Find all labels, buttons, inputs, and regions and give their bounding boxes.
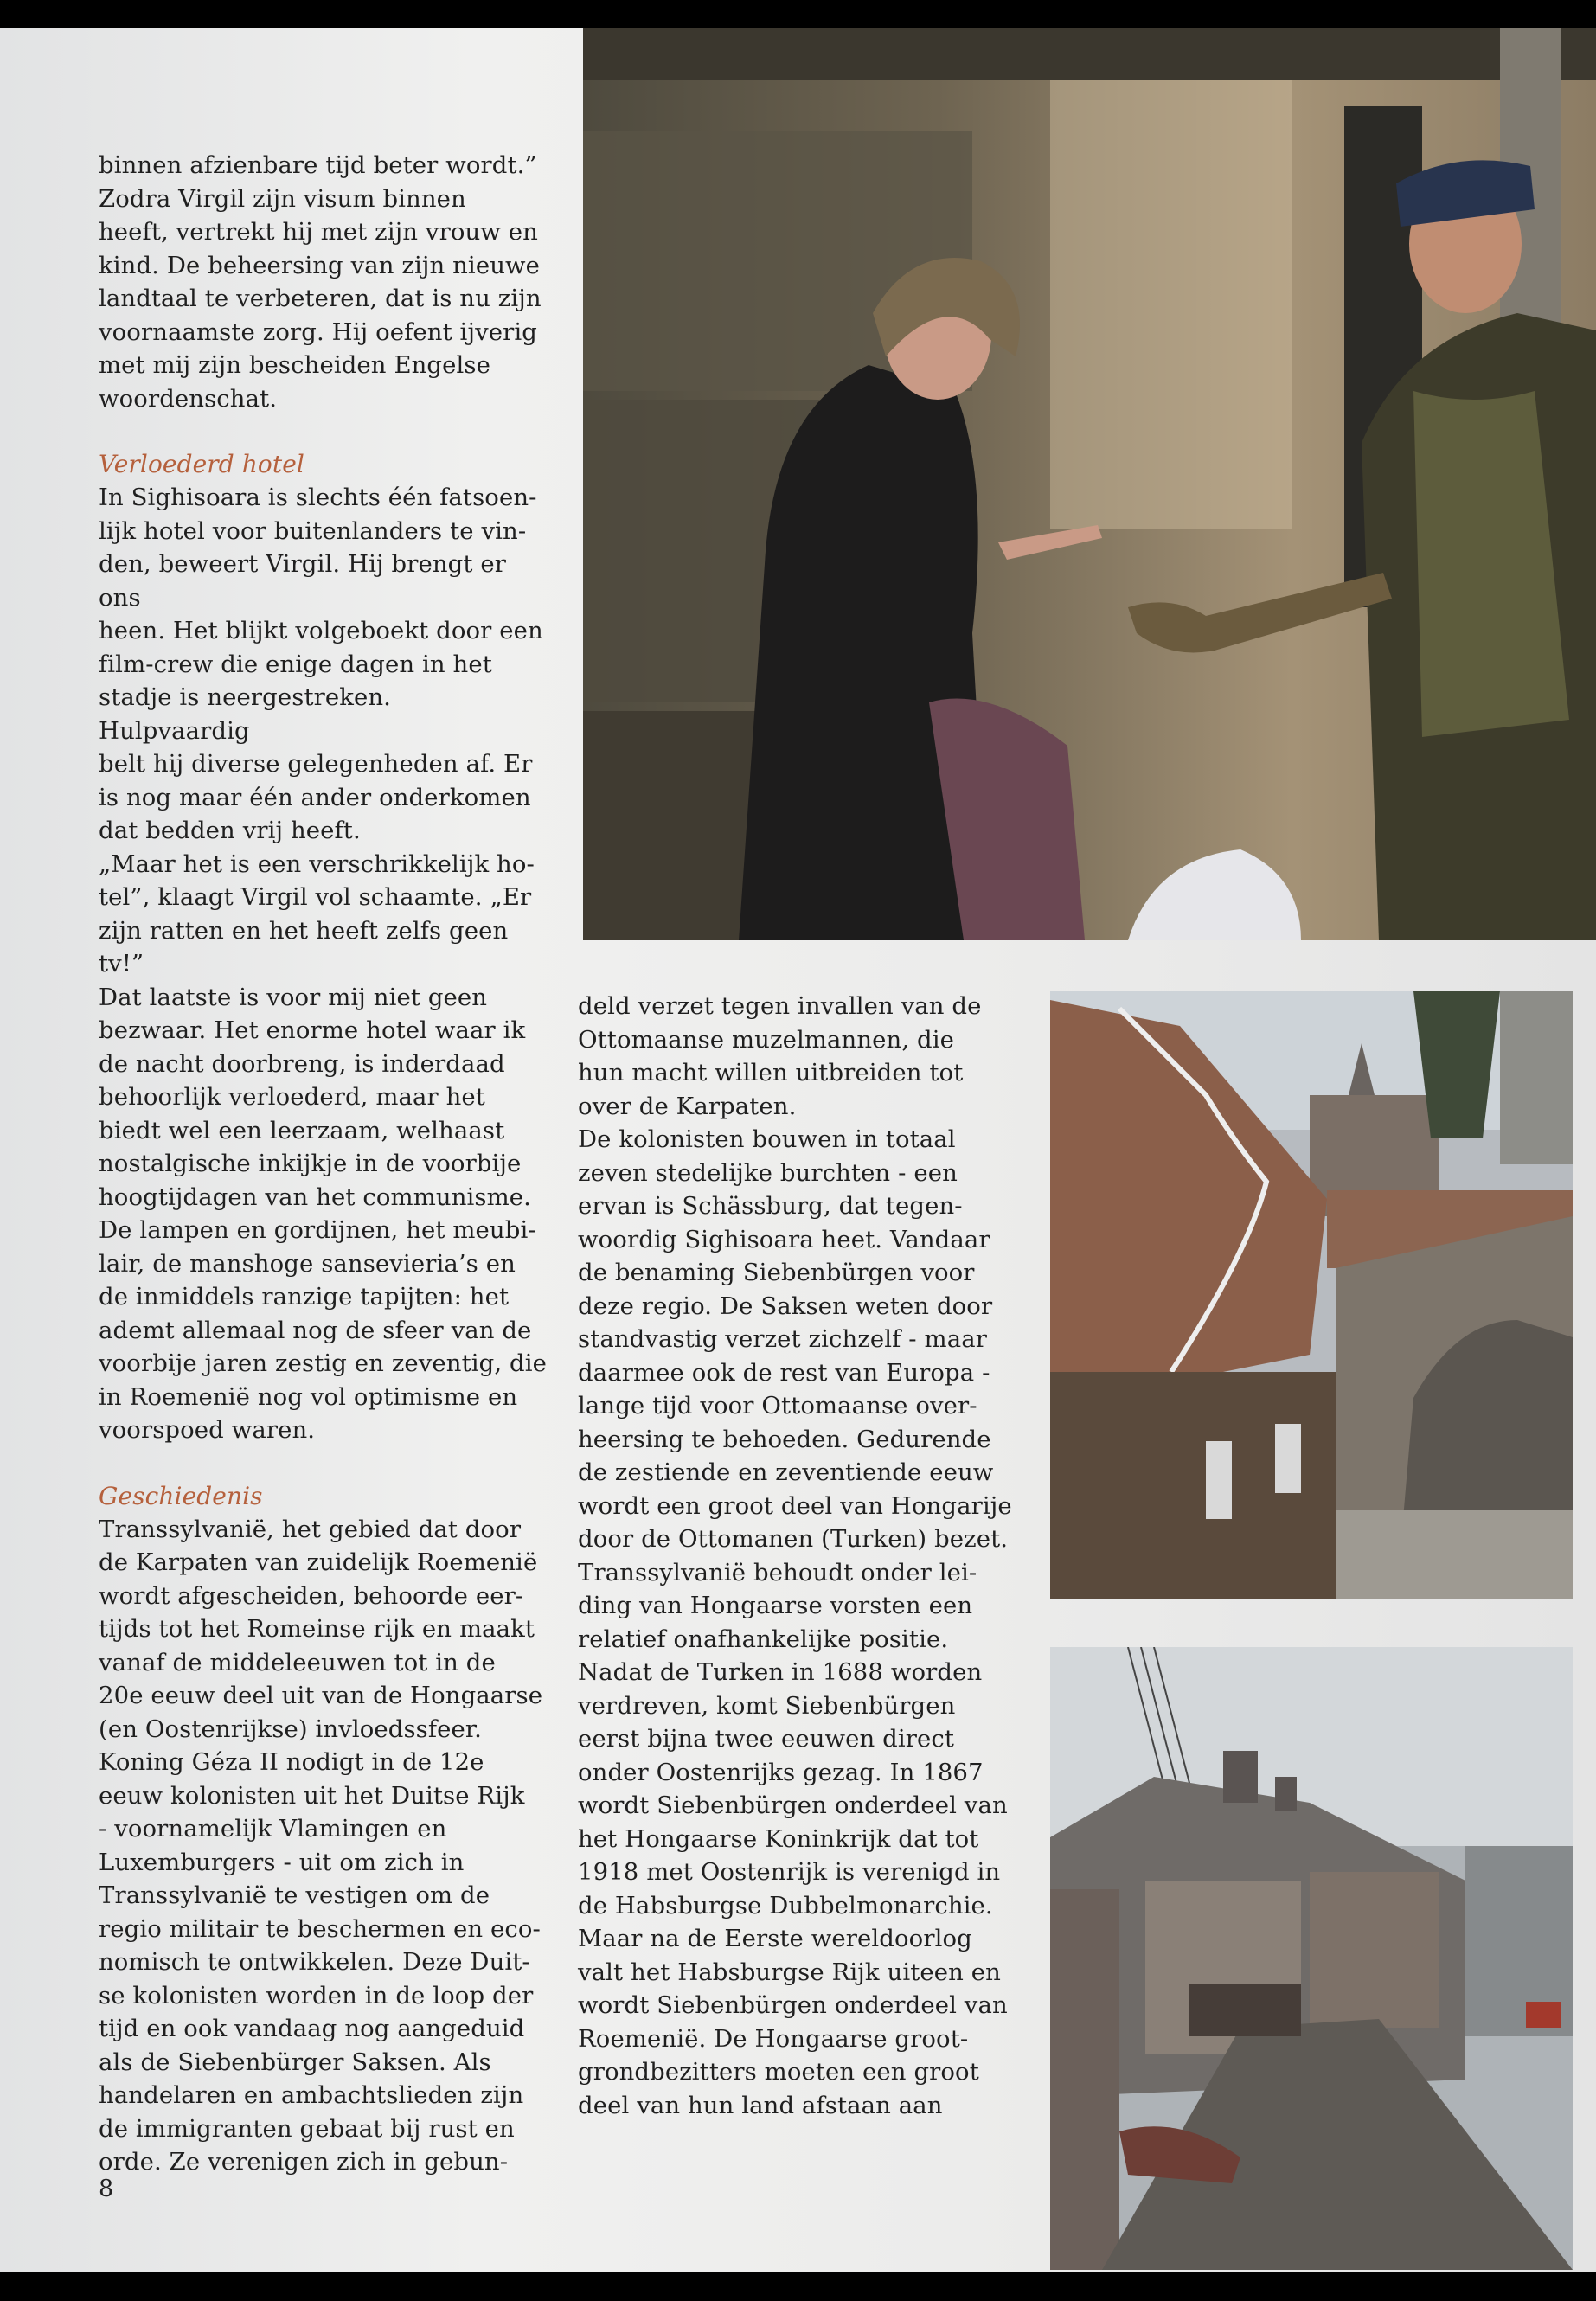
text-line: Zodra Virgil zijn visum binnen [99,184,466,213]
photo-steep-street-image [1050,1647,1573,2270]
text-line: valt het Habsburgse Rijk uiteen en [578,1958,1001,1986]
text-column-middle [578,990,1028,2122]
text-line: behoorlijk verloederd, maar het [99,1083,485,1111]
text-line: Nadat de Turken in 1688 worden [578,1658,983,1686]
section-hotel-text [99,481,548,1447]
text-line: tijds tot het Romeinse rijk en maakt [99,1615,535,1643]
text-line: is nog maar één ander onderkomen [99,783,531,811]
text-line: handelaren en ambachtslieden zijn [99,2081,524,2109]
text-line: kind. De beheersing van zijn nieuwe [99,251,541,279]
text-line: wordt een groot deel van Hongarije [578,1491,1012,1520]
text-line: (en Oostenrijkse) invloedssfeer. [99,1715,482,1743]
intro-paragraph [99,149,548,415]
text-line: Dat laatste is voor mij niet geen [99,983,488,1011]
text-line: lair, de manshoge sansevieria’s en [99,1249,516,1278]
text-line: orde. Ze verenigen zich in gebun- [99,2148,509,2176]
text-line: 1918 met Oostenrijk is verenigd in [578,1858,1001,1886]
text-line: 20e eeuw deel uit van de Hongaarse [99,1682,543,1709]
text-line: Transsylvanië, het gebied dat door [99,1515,522,1543]
text-line: deld verzet tegen invallen van de [578,992,982,1020]
text-line: voorbije jaren zestig en zeventig, die [99,1349,548,1377]
text-line: grondbezitters moeten een groot [578,2058,979,2086]
text-line: vanaf de middeleeuwen tot in de [99,1648,496,1676]
text-line: eerst bijna twee eeuwen direct [578,1725,955,1753]
text-line: tel”, klaagt Virgil vol schaamte. „Er [99,883,532,911]
text-line: deel van hun land afstaan aan [578,2091,943,2119]
text-line: landtaal te verbeteren, dat is nu zijn [99,285,542,312]
text-line: met mij zijn bescheiden Engelse [99,351,490,379]
text-line: ding van Hongaarse vorsten een [578,1592,973,1619]
text-line: door de Ottomanen (Turken) bezet. [578,1525,1009,1553]
text-line: binnen afzienbare tijd beter wordt.” [99,151,537,179]
text-line: Transsylvanië behoudt onder lei- [578,1558,977,1586]
text-line: nomisch te ontwikkelen. Deze Duit- [99,1948,530,1976]
text-line: se kolonisten worden in de loop der [99,1981,534,2009]
text-line: Roemenië. De Hongaarse groot- [578,2024,969,2053]
text-line: In Sighisoara is slechts één fatsoen- [99,484,537,511]
section-history-text [99,1513,548,2179]
text-line: stadje is neergestreken. Hulpvaardig [99,683,392,745]
text-line: de Habsburgse Dubbelmonarchie. [578,1891,993,1920]
text-line: hun macht willen uitbreiden tot [578,1059,964,1086]
text-line: onder Oostenrijks gezag. In 1867 [578,1758,984,1786]
text-line: Luxemburgers - uit om zich in [99,1848,465,1876]
text-line: verdreven, komt Siebenbürgen [578,1691,956,1720]
text-line: heersing te behoeden. Gedurende [578,1425,991,1453]
text-line: de benaming Siebenbürgen voor [578,1259,975,1286]
text-line: tijd en ook vandaag nog aangeduid [99,2015,525,2042]
text-line: wordt afgescheiden, behoorde eer- [99,1581,524,1610]
text-line: hoogtijdagen van het communisme. [99,1183,532,1211]
text-line: de zestiende en zeventiende eeuw [578,1458,994,1486]
text-line: voornaamste zorg. Hij oefent ijverig [99,317,537,346]
text-line: de Karpaten van zuidelijk Roemenië [99,1548,538,1576]
text-line: de immigranten gebaat bij rust en [99,2114,515,2143]
text-line: Transsylvanië te vestigen om de [99,1881,490,1909]
text-line: heen. Het blijkt volgeboekt door een [99,617,543,644]
text-line: film-crew die enige dagen in het [99,650,492,678]
text-column-left [99,149,548,2179]
text-line: heeft, vertrekt hij met zijn vrouw en [99,218,538,246]
section-history-continued [578,990,1028,2122]
heading-verloederd-hotel: Verloederd hotel [99,450,304,478]
text-line: ademt allemaal nog de sfeer van de [99,1316,532,1344]
text-line: wordt Siebenbürgen onderdeel van [578,1991,1008,2019]
text-line: deze regio. De Saksen weten door [578,1292,993,1320]
photo-steep-street [1050,1647,1573,2270]
text-line: den, beweert Virgil. Hij brengt er ons [99,550,506,612]
text-line: „Maar het is een verschrikkelijk ho- [99,849,535,878]
heading-geschiedenis: Geschiedenis [99,1481,263,1510]
text-line: lijk hotel voor buitenlanders te vin- [99,516,527,545]
text-line: regio militair te beschermen en eco- [99,1914,541,1943]
text-line: Koning Géza II nodigt in de 12e [99,1748,484,1776]
photo-street-argument-image [583,28,1596,940]
text-line: voorspoed waren. [99,1416,316,1444]
text-line: nostalgische inkijkje in de voorbije [99,1150,522,1177]
text-line: dat bedden vrij heeft. [99,817,361,844]
photo-rooftops-image [1050,991,1573,1599]
text-line: Maar na de Eerste wereldoorlog [578,1925,972,1952]
text-line: zeven stedelijke burchten - een [578,1158,958,1187]
text-line: eeuw kolonisten uit het Duitse Rijk [99,1781,525,1810]
text-line: daarmee ook de rest van Europa - [578,1358,990,1387]
text-line: biedt wel een leerzaam, welhaast [99,1116,505,1144]
text-line: de nacht doorbreng, is inderdaad [99,1049,505,1078]
text-line: bezwaar. Het enorme hotel waar ik [99,1016,526,1044]
text-line: Ottomaanse muzelmannen, die [578,1025,954,1054]
text-line: over de Karpaten. [578,1092,797,1120]
text-line: - voornamelijk Vlamingen en [99,1815,447,1843]
text-line: wordt Siebenbürgen onderdeel van [578,1791,1008,1819]
text-line: woordig Sighisoara heet. Vandaar [578,1225,990,1253]
text-line: ervan is Schässburg, dat tegen- [578,1192,963,1220]
text-line: woordenschat. [99,384,278,413]
text-line: de inmiddels ranzige tapijten: het [99,1283,510,1311]
photo-rooftops [1050,991,1573,1599]
page-number: 8 [99,2176,114,2202]
text-line: zijn ratten en het heeft zelfs geen [99,916,509,945]
text-line: belt hij diverse gelegenheden af. Er [99,750,533,778]
text-line: relatief onafhankelijke positie. [578,1625,949,1653]
text-line: De lampen en gordijnen, het meubi- [99,1216,536,1244]
text-line: als de Siebenbürger Saksen. Als [99,2048,491,2076]
text-line: tv!” [99,950,144,977]
text-line: lange tijd voor Ottomaanse over- [578,1392,977,1420]
text-line: standvastig verzet zichzelf - maar [578,1325,987,1353]
text-line: in Roemenië nog vol optimisme en [99,1382,518,1411]
text-line: het Hongaarse Koninkrijk dat tot [578,1824,979,1853]
text-line: De kolonisten bouwen in totaal [578,1125,956,1153]
photo-street-argument [583,28,1596,940]
